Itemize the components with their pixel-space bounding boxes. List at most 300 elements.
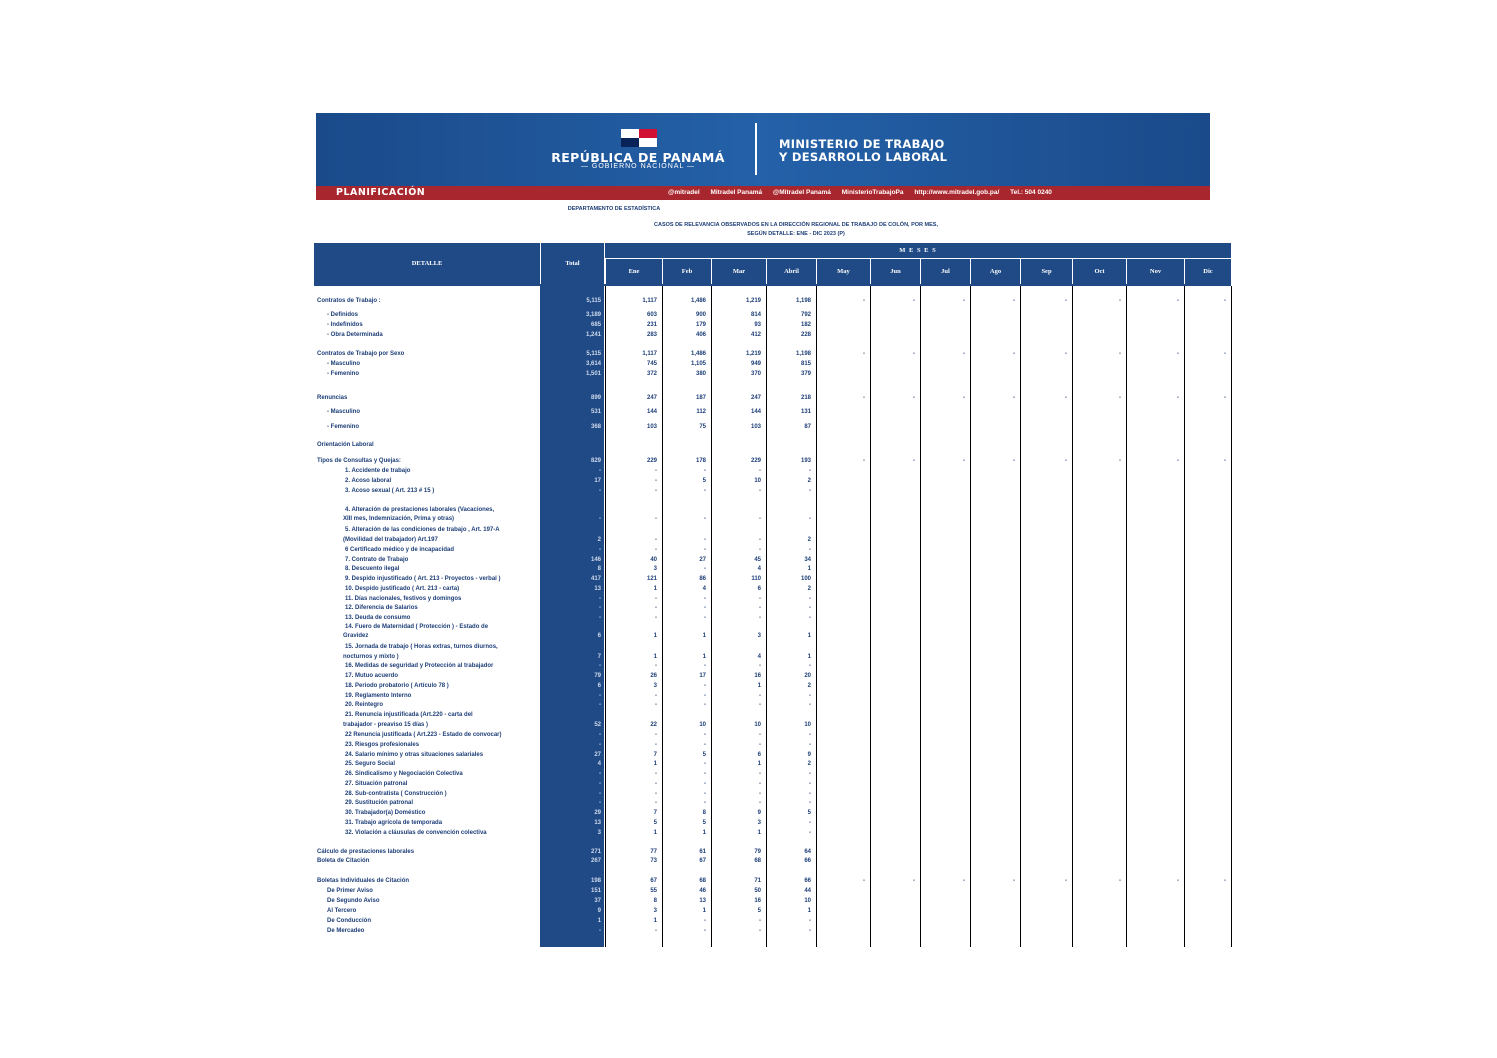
row-total: 79 xyxy=(594,673,601,679)
row-value: 100 xyxy=(800,576,811,582)
column-divider xyxy=(816,286,817,947)
row-value: 45 xyxy=(754,557,761,563)
row-value: - xyxy=(809,781,811,787)
row-value: 2 xyxy=(807,537,811,543)
row-value: 10 xyxy=(754,722,761,728)
month-header-ene: Ene xyxy=(606,259,662,284)
row-value: - xyxy=(704,516,706,522)
row-value: 5 xyxy=(757,908,761,914)
row-total: 52 xyxy=(594,722,601,728)
row-value: - xyxy=(809,771,811,777)
row-value: - xyxy=(759,918,761,924)
row-value: 1,219 xyxy=(745,298,761,304)
department-title: DEPARTAMENTO DE ESTADÍSTICA xyxy=(567,206,661,212)
row-value: 10 xyxy=(804,898,811,904)
row-value: - xyxy=(655,488,657,494)
row-total: 829 xyxy=(590,458,601,464)
row-empty-month: - xyxy=(1224,351,1226,357)
row-value: 1 xyxy=(702,633,706,639)
row-total: - xyxy=(599,615,601,621)
row-total: 3 xyxy=(597,830,601,836)
row-value: - xyxy=(704,800,706,806)
row-value: 3 xyxy=(757,820,761,826)
row-label: 10. Despido justificado ( Art. 213 - carta) xyxy=(345,586,460,592)
row-value: 10 xyxy=(754,478,761,484)
row-value: 1 xyxy=(702,654,706,660)
row-value: 144 xyxy=(646,409,657,415)
row-value: 412 xyxy=(750,332,761,338)
column-divider xyxy=(920,286,921,947)
row-value: 182 xyxy=(800,322,811,328)
row-value: - xyxy=(809,516,811,522)
row-value: - xyxy=(759,771,761,777)
row-value: - xyxy=(704,663,706,669)
ministerio-title: MINISTERIO DE TRABAJO Y DESARROLLO LABORAL xyxy=(779,137,948,164)
twitter-link[interactable]: @mitradel xyxy=(668,189,700,196)
row-empty-month: - xyxy=(1013,458,1015,464)
instagram-link[interactable]: @Mitradel Panamá xyxy=(772,189,831,196)
row-value: 218 xyxy=(800,395,811,401)
row-value: - xyxy=(704,761,706,767)
row-value: 5 xyxy=(702,820,706,826)
row-value: - xyxy=(759,488,761,494)
row-total: 3,614 xyxy=(585,361,601,367)
row-value: 121 xyxy=(646,576,657,582)
row-value: 66 xyxy=(804,878,811,884)
row-label: 12. Diferencia de Salarios xyxy=(345,605,418,611)
row-empty-month: - xyxy=(1013,878,1015,884)
row-value: 815 xyxy=(800,361,811,367)
row-empty-month: - xyxy=(1224,298,1226,304)
header-underline xyxy=(314,284,1231,286)
row-value: - xyxy=(655,693,657,699)
row-empty-month: - xyxy=(1065,298,1067,304)
row-label: 25. Seguro Social xyxy=(345,761,396,767)
row-total: 368 xyxy=(590,424,601,430)
meses-header: M E S E S xyxy=(605,243,1231,258)
row-total: 6 xyxy=(597,633,601,639)
row-total: - xyxy=(599,702,601,708)
row-value: 7 xyxy=(653,752,657,758)
row-value: 1,198 xyxy=(795,298,811,304)
row-label: 6 Certificado médico y de incapacidad xyxy=(345,547,455,553)
month-header-oct: Oct xyxy=(1073,259,1126,284)
row-value: 1 xyxy=(653,654,657,660)
row-value: 1 xyxy=(807,654,811,660)
row-total: 198 xyxy=(590,878,601,884)
month-header-abril: Abril xyxy=(767,259,816,284)
row-value: 131 xyxy=(800,409,811,415)
row-value: - xyxy=(759,781,761,787)
planificacion-bar xyxy=(316,186,1210,200)
row-empty-month: - xyxy=(863,878,865,884)
row-value: 5 xyxy=(702,478,706,484)
row-total: - xyxy=(599,800,601,806)
row-value: 34 xyxy=(804,557,811,563)
row-value: - xyxy=(759,742,761,748)
row-value: 67 xyxy=(650,878,657,884)
row-value: - xyxy=(759,800,761,806)
row-value: - xyxy=(809,547,811,553)
row-label: 32. Violación a cláusulas de convención colectiva xyxy=(345,830,487,836)
row-label: - Femenino xyxy=(327,424,360,430)
row-empty-month: - xyxy=(863,458,865,464)
row-value: - xyxy=(655,771,657,777)
row-value: - xyxy=(655,663,657,669)
row-value: 6 xyxy=(757,752,761,758)
row-total: - xyxy=(599,516,601,522)
row-label: Orientación Laboral xyxy=(317,442,374,448)
row-value: 370 xyxy=(750,371,761,377)
row-total: 27 xyxy=(594,752,601,758)
row-value: 228 xyxy=(800,332,811,338)
row-value: - xyxy=(809,615,811,621)
detalle-header: DETALLE xyxy=(314,243,540,284)
row-label: 4. Alteración de prestaciones laborales (Vacaciones, xyxy=(345,507,495,513)
row-label: 2. Acoso laboral xyxy=(345,478,392,484)
row-value: 5 xyxy=(807,810,811,816)
month-header-sep: Sep xyxy=(1021,259,1072,284)
row-value: 93 xyxy=(754,322,761,328)
row-total: 899 xyxy=(590,395,601,401)
row-value: - xyxy=(704,781,706,787)
row-empty-month: - xyxy=(863,395,865,401)
row-label: 14. Fuero de Maternidad ( Protección ) - Estado de xyxy=(345,624,489,630)
row-value: 1 xyxy=(807,908,811,914)
row-total: - xyxy=(599,468,601,474)
row-label: 29. Sustitución patronal xyxy=(345,800,414,806)
row-label: 21. Renuncia injustificada (Art.220 - carta del xyxy=(345,712,473,718)
row-value: 193 xyxy=(800,458,811,464)
column-divider xyxy=(662,286,663,947)
row-label: Boletas Individuales de Citación xyxy=(317,878,410,884)
row-value: - xyxy=(704,566,706,572)
row-total: 8 xyxy=(597,566,601,572)
row-value: - xyxy=(655,605,657,611)
row-value: 8 xyxy=(653,898,657,904)
row-label: De Segundo Aviso xyxy=(327,898,380,904)
row-value: 4 xyxy=(757,566,761,572)
row-value: 1,117 xyxy=(642,298,657,304)
row-label: 8. Descuento ilegal xyxy=(345,566,400,572)
row-value: 3 xyxy=(653,908,657,914)
row-value: - xyxy=(809,928,811,934)
row-total: - xyxy=(599,596,601,602)
row-label: 22 Renuncia justificada ( Art.223 - Estado de convocar) xyxy=(345,732,502,738)
row-label: 18. Periodo probatorio ( Artículo 78 ) xyxy=(345,683,449,689)
phone-number: Tel.: 504 0240 xyxy=(1010,189,1052,196)
row-value: 247 xyxy=(750,395,761,401)
row-empty-month: - xyxy=(1224,458,1226,464)
month-header-feb: Feb xyxy=(663,259,711,284)
row-label: 28. Sub-contratista ( Construcción ) xyxy=(345,791,447,797)
row-label: 23. Riesgos profesionales xyxy=(345,742,420,748)
row-label: - Obra Determinada xyxy=(327,332,383,338)
row-label: 5. Alteración de las condiciones de trabajo , Art. 197-A xyxy=(345,527,500,533)
row-value: - xyxy=(809,791,811,797)
row-value: - xyxy=(655,468,657,474)
row-empty-month: - xyxy=(1013,395,1015,401)
row-value: 46 xyxy=(699,888,706,894)
row-value: 110 xyxy=(751,576,761,582)
row-label: Renuncias xyxy=(317,395,348,401)
row-value: 283 xyxy=(646,332,657,338)
row-value: - xyxy=(809,488,811,494)
row-label: 13. Deuda de consumo xyxy=(345,615,411,621)
row-empty-month: - xyxy=(1177,351,1179,357)
row-empty-month: - xyxy=(1119,458,1121,464)
row-value: - xyxy=(704,683,706,689)
row-label: Boleta de Citación xyxy=(317,858,370,864)
row-label: 11. Días nacionales, festivos y domingos xyxy=(345,596,462,602)
row-value: 792 xyxy=(800,312,811,318)
row-empty-month: - xyxy=(963,878,965,884)
row-value: 68 xyxy=(754,858,761,864)
row-value: - xyxy=(759,596,761,602)
row-empty-month: - xyxy=(913,878,915,884)
row-value: 229 xyxy=(646,458,657,464)
row-value: 22 xyxy=(650,722,657,728)
row-total: 2 xyxy=(597,537,601,543)
row-value: 40 xyxy=(650,557,657,563)
row-value: - xyxy=(809,693,811,699)
row-label: - Masculino xyxy=(327,409,361,415)
row-total: 1,501 xyxy=(585,371,601,377)
month-header-may: May xyxy=(817,259,870,284)
row-value: 16 xyxy=(754,898,761,904)
row-value: 372 xyxy=(646,371,657,377)
row-value: 112 xyxy=(696,409,706,415)
row-label-continued: trabajador - preaviso 15 días ) xyxy=(343,722,429,728)
row-empty-month: - xyxy=(963,395,965,401)
row-total: 146 xyxy=(590,557,601,563)
row-value: 1 xyxy=(702,830,706,836)
row-value: - xyxy=(759,516,761,522)
month-header-nov: Nov xyxy=(1127,259,1184,284)
row-value: 745 xyxy=(646,361,657,367)
row-value: 71 xyxy=(754,878,761,884)
row-value: 231 xyxy=(646,322,657,328)
row-value: 1 xyxy=(653,830,657,836)
row-value: 20 xyxy=(804,673,811,679)
row-total: - xyxy=(599,488,601,494)
republica-title: REPÚBLICA DE PANAMÁ xyxy=(551,150,725,165)
row-value: - xyxy=(759,702,761,708)
row-label: De Mercadeo xyxy=(327,928,365,934)
row-empty-month: - xyxy=(963,458,965,464)
row-empty-month: - xyxy=(1065,351,1067,357)
row-label-continued: (Movilidad del trabajador) Art.197 xyxy=(343,537,438,543)
row-value: 64 xyxy=(804,849,811,855)
row-empty-month: - xyxy=(1065,458,1067,464)
row-value: 1 xyxy=(807,566,811,572)
row-empty-month: - xyxy=(1224,395,1226,401)
row-value: 87 xyxy=(804,424,811,430)
row-total: - xyxy=(599,663,601,669)
row-value: 2 xyxy=(807,586,811,592)
row-value: 1 xyxy=(653,633,657,639)
row-value: - xyxy=(704,468,706,474)
row-value: 2 xyxy=(807,478,811,484)
row-value: 77 xyxy=(650,849,657,855)
row-label: 17. Mutuo acuerdo xyxy=(345,673,399,679)
row-value: 179 xyxy=(695,322,706,328)
planificacion-label: PLANIFICACIÓN xyxy=(336,187,426,198)
row-total: - xyxy=(599,693,601,699)
row-label: 16. Medidas de seguridad y Protección al trabajador xyxy=(345,663,494,669)
row-value: - xyxy=(809,830,811,836)
row-total: 1,241 xyxy=(585,332,601,338)
row-value: - xyxy=(655,791,657,797)
facebook-link[interactable]: Mitradel Panamá xyxy=(710,189,763,196)
row-value: - xyxy=(704,791,706,797)
row-label: De Conducción xyxy=(327,918,372,924)
row-label: Cálculo de prestaciones laborales xyxy=(317,849,415,855)
row-value: - xyxy=(655,742,657,748)
row-value: 900 xyxy=(695,312,706,318)
row-value: - xyxy=(759,732,761,738)
row-total: 267 xyxy=(590,858,601,864)
row-total: 37 xyxy=(594,898,601,904)
row-value: 26 xyxy=(650,673,657,679)
row-label-continued: nocturnos y mixto ) xyxy=(343,654,399,660)
row-value: 1 xyxy=(757,830,761,836)
row-value: - xyxy=(809,468,811,474)
row-value: 9 xyxy=(757,810,761,816)
row-value: 406 xyxy=(695,332,706,338)
column-divider xyxy=(766,286,767,947)
row-value: 13 xyxy=(699,898,706,904)
row-value: - xyxy=(655,800,657,806)
row-label: Contratos de Trabajo por Sexo xyxy=(317,351,405,357)
row-empty-month: - xyxy=(1224,878,1226,884)
row-total: 13 xyxy=(594,820,601,826)
row-value: - xyxy=(809,742,811,748)
row-value: - xyxy=(759,615,761,621)
row-value: 1 xyxy=(757,761,761,767)
row-label: 15. Jornada de trabajo ( Horas extras, turnos diurnos, xyxy=(345,644,498,650)
report-title: CASOS DE RELEVANCIA OBSERVADOS EN LA DIRECCIÓN REGIONAL DE TRABAJO DE COLÓN, POR MES, xyxy=(654,222,938,228)
column-divider xyxy=(711,286,712,947)
row-value: 3 xyxy=(757,633,761,639)
row-empty-month: - xyxy=(1177,458,1179,464)
row-value: - xyxy=(759,605,761,611)
row-label: Al Tercero xyxy=(327,908,357,914)
row-value: 187 xyxy=(695,395,706,401)
row-value: - xyxy=(655,615,657,621)
panama-flag-icon xyxy=(621,129,657,147)
row-value: 10 xyxy=(699,722,706,728)
row-label: - Indefinidos xyxy=(327,322,363,328)
row-empty-month: - xyxy=(1119,395,1121,401)
row-total: 17 xyxy=(594,478,601,484)
row-value: - xyxy=(655,732,657,738)
row-value: 79 xyxy=(754,849,761,855)
row-empty-month: - xyxy=(1177,298,1179,304)
row-value: - xyxy=(759,547,761,553)
row-total: - xyxy=(599,771,601,777)
social-links xyxy=(668,189,1061,196)
row-value: - xyxy=(809,732,811,738)
row-value: 1 xyxy=(757,683,761,689)
row-empty-month: - xyxy=(913,298,915,304)
row-value: 6 xyxy=(757,586,761,592)
row-value: - xyxy=(759,791,761,797)
month-header-jun: Jun xyxy=(871,259,920,284)
row-value: 2 xyxy=(807,683,811,689)
row-value: - xyxy=(704,742,706,748)
row-value: 10 xyxy=(804,722,811,728)
row-empty-month: - xyxy=(963,351,965,357)
row-label: Contratos de Trabajo : xyxy=(317,298,381,304)
row-value: 27 xyxy=(699,557,706,563)
row-label: 31. Trabajo agrícola de temporada xyxy=(345,820,443,826)
row-empty-month: - xyxy=(963,298,965,304)
row-value: 4 xyxy=(757,654,761,660)
row-label: - Masculino xyxy=(327,361,361,367)
row-value: 1 xyxy=(653,918,657,924)
website-link[interactable]: http://www.mitradel.gob.pa/ xyxy=(914,189,1000,196)
row-value: 1,219 xyxy=(745,351,761,357)
row-value: - xyxy=(809,918,811,924)
row-total: 5,115 xyxy=(586,351,601,357)
row-value: - xyxy=(655,596,657,602)
row-label: 19. Reglamento Interno xyxy=(345,693,412,699)
row-total: 29 xyxy=(594,810,601,816)
column-divider xyxy=(870,286,871,947)
row-value: - xyxy=(704,605,706,611)
row-value: - xyxy=(655,781,657,787)
row-value: 44 xyxy=(804,888,811,894)
row-value: - xyxy=(704,615,706,621)
row-value: 103 xyxy=(646,424,657,430)
row-value: 86 xyxy=(699,576,706,582)
row-total: 417 xyxy=(590,576,601,582)
row-label: De Primer Aviso xyxy=(327,888,373,894)
row-label: - Definidos xyxy=(327,312,358,318)
row-empty-month: - xyxy=(1065,395,1067,401)
row-value: 67 xyxy=(699,858,706,864)
row-total: - xyxy=(599,781,601,787)
row-total: - xyxy=(599,547,601,553)
row-value: - xyxy=(655,702,657,708)
row-label: 20. Reintegro xyxy=(345,702,384,708)
row-total: 9 xyxy=(597,908,601,914)
row-empty-month: - xyxy=(1065,878,1067,884)
row-value: 2 xyxy=(807,761,811,767)
row-value: - xyxy=(704,596,706,602)
row-total: - xyxy=(599,791,601,797)
column-divider xyxy=(1020,286,1021,947)
row-value: 1,117 xyxy=(642,351,657,357)
row-value: 1 xyxy=(653,761,657,767)
row-total: 3,189 xyxy=(585,312,601,318)
row-value: 17 xyxy=(699,673,706,679)
row-empty-month: - xyxy=(913,351,915,357)
row-empty-month: - xyxy=(913,395,915,401)
row-value: - xyxy=(759,928,761,934)
row-value: 949 xyxy=(750,361,761,367)
row-value: 75 xyxy=(699,424,706,430)
row-total: 7 xyxy=(597,654,601,660)
row-label: 27. Situación patronal xyxy=(345,781,408,787)
row-total: 1 xyxy=(597,918,601,924)
row-value: - xyxy=(704,771,706,777)
row-value: 5 xyxy=(653,820,657,826)
row-total: 531 xyxy=(590,409,601,415)
row-value: 1,198 xyxy=(795,351,811,357)
youtube-link[interactable]: MinisterioTrabajoPa xyxy=(841,189,904,196)
